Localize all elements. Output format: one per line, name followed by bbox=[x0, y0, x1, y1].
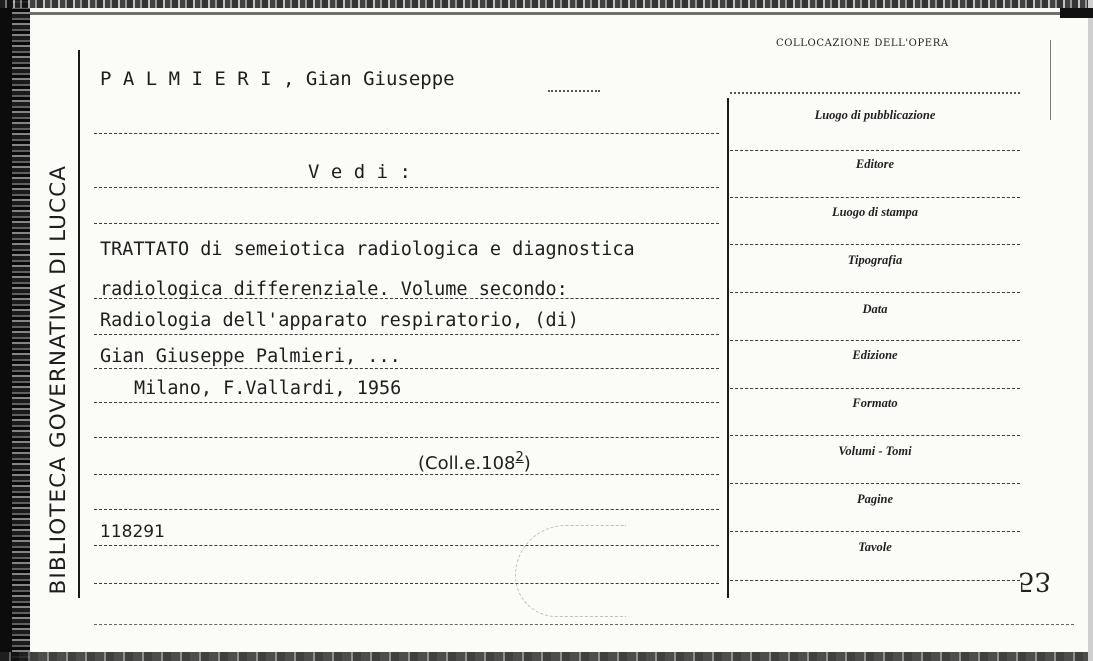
ruled-line bbox=[94, 368, 719, 369]
ruled-line bbox=[730, 197, 1020, 198]
ruled-line bbox=[94, 624, 1074, 625]
field-label-luogo-pubblicazione: Luogo di pubblicazione bbox=[814, 108, 936, 122]
ruled-line bbox=[730, 244, 1020, 245]
ruled-line bbox=[94, 187, 719, 188]
scan-edge-top bbox=[0, 0, 1093, 8]
field-label-volumi-tomi: Volumi - Tomi bbox=[838, 444, 912, 458]
ruled-line bbox=[730, 340, 1020, 341]
ruled-line bbox=[94, 474, 719, 475]
field-label-formato: Formato bbox=[852, 396, 898, 410]
shelf-mark bbox=[418, 450, 531, 474]
faded-stamp bbox=[515, 525, 626, 617]
field-label-tipografia: Tipografia bbox=[847, 253, 903, 267]
ruled-line bbox=[730, 92, 1020, 94]
field-label-luogo-stampa: Luogo di stampa bbox=[831, 205, 919, 219]
shelf-mark-text: (Coll.e.108 bbox=[418, 453, 516, 474]
scan-edge-bottom bbox=[0, 652, 1093, 661]
institution-name: BIBLIOTECA GOVERNATIVA DI LUCCA bbox=[45, 164, 71, 594]
field-label-editore: Editore bbox=[855, 157, 895, 171]
title-line-1: TRATTATO di semeiotica radiologica e diagnostica bbox=[100, 239, 635, 260]
ruled-line bbox=[94, 437, 719, 438]
field-label-tavole: Tavole bbox=[858, 540, 892, 554]
ruled-line bbox=[730, 531, 1020, 532]
ruled-line bbox=[548, 90, 600, 92]
ruled-line bbox=[94, 133, 719, 134]
see-reference: V e d i : bbox=[308, 161, 411, 183]
field-label-pagine: Pagine bbox=[856, 492, 894, 506]
title-line-2: radiologica differenziale. Volume secondo: bbox=[100, 279, 568, 300]
right-margin-rule bbox=[1050, 40, 1051, 120]
institution-stamp bbox=[44, 34, 72, 594]
ruled-line bbox=[730, 580, 1020, 581]
field-label-edizione: Edizione bbox=[852, 348, 898, 362]
shelf-mark-close: ) bbox=[523, 453, 531, 474]
left-margin-rule bbox=[78, 50, 80, 598]
author-heading: P A L M I E R I , Gian Giuseppe bbox=[100, 68, 455, 90]
ruled-line bbox=[730, 435, 1020, 436]
ruled-line bbox=[94, 334, 719, 335]
scan-edge-right bbox=[1088, 0, 1093, 661]
ruled-line bbox=[730, 388, 1020, 389]
ruled-line bbox=[730, 483, 1020, 484]
inventory-number: 118291 bbox=[100, 522, 165, 542]
card-top-border bbox=[30, 12, 1070, 15]
shelf-mark-superscript: 2 bbox=[515, 450, 524, 465]
field-column-rule bbox=[727, 98, 729, 598]
ruled-line bbox=[730, 292, 1020, 293]
corner-mark bbox=[1060, 8, 1093, 18]
ruled-line bbox=[94, 509, 719, 510]
ruled-line bbox=[94, 402, 719, 403]
title-line-3: Radiologia dell'apparato respiratorio, (di) bbox=[100, 310, 579, 331]
ruled-line bbox=[94, 223, 719, 224]
ruled-line bbox=[730, 150, 1020, 151]
scan-edge-left-dark bbox=[0, 0, 12, 661]
margin-mark: 53 bbox=[1018, 566, 1052, 596]
collocazione-heading: COLLOCAZIONE DELL'OPERA bbox=[776, 38, 949, 49]
title-line-4: Gian Giuseppe Palmieri, ... bbox=[100, 346, 401, 367]
field-label-data: Data bbox=[862, 302, 888, 316]
imprint-line: Milano, F.Vallardi, 1956 bbox=[134, 378, 402, 399]
